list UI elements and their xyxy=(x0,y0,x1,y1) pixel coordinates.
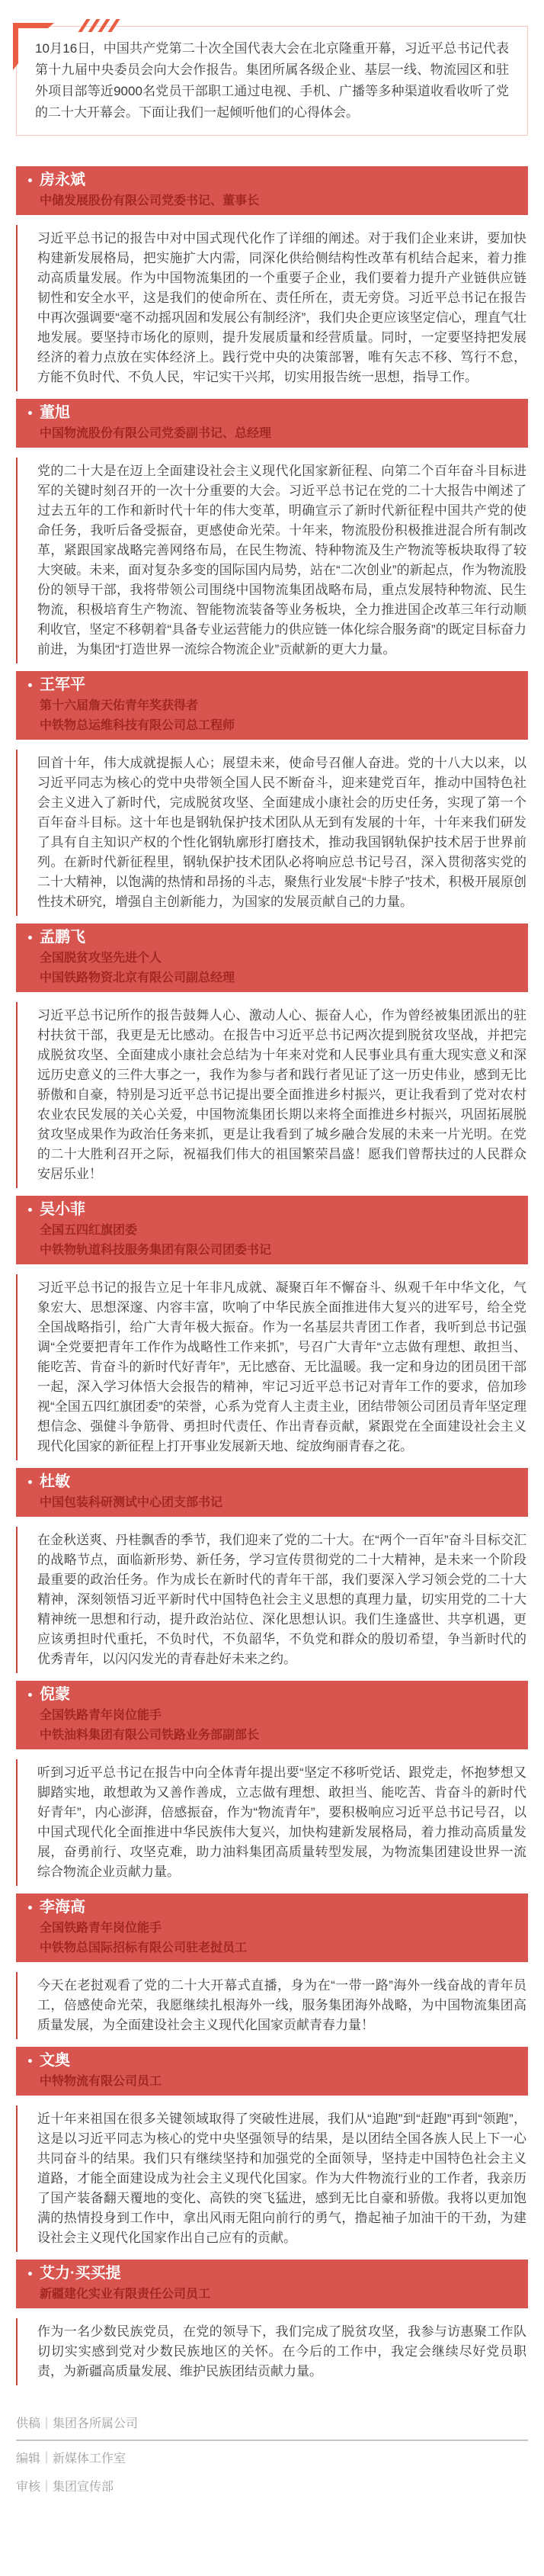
person-section xyxy=(16,1468,528,1673)
person-name: 艾力·买买提 xyxy=(40,2265,121,2282)
person-section xyxy=(16,1893,528,2039)
name-row xyxy=(28,403,514,422)
bullet-icon xyxy=(28,178,32,182)
name-row xyxy=(28,2264,514,2282)
person-section xyxy=(16,399,528,663)
bullet-icon xyxy=(28,2059,32,2063)
person-quote: 今天在老挝观看了党的二十大开幕式直播，身为在“一带一路”海外一线奋战的青年员工，倍感使命光荣，我愿继续扎根海外一线，服务集团海外战略，为中国物流集团高质量发展，为全面建设社会主义现代化国家贡献青春力量！ xyxy=(16,1972,528,2039)
person-section xyxy=(16,166,528,391)
intro-box xyxy=(16,26,528,136)
person-quote: 听到习近平总书记在报告中向全体青年提出要“坚定不移听党话、跟党走，怀抱梦想又脚踏实地，敢想敢为又善作善成，立志做有理想、敢担当、能吃苦、肯奋斗的新时代好青年”，内心澎湃，倍感振奋，作为“物流青年”，要积极响应习近平总书记号召，以中国式现代化全面推进中华民族伟大复兴，加快构建新发展格局，着力推动高质量发展，奋勇前行、攻坚克难，助力油料集团高质量转型发展，为物流集团建设世界一流综合物流企业贡献力量。 xyxy=(16,1759,528,1886)
person-section xyxy=(16,1681,528,1886)
person-name: 文奥 xyxy=(40,2052,70,2069)
person-quote: 习近平总书记的报告立足十年非凡成就、凝聚百年不懈奋斗、纵观千年中华文化，气象宏大、思想深邃、内容丰富，吹响了中华民族全面推进伟大复兴的进军号，给全党全国战略指引，给广大青年极大振奋。作为一名基层共青团工作者，我听到总书记强调“全党要把青年工作作为战略性工作来抓”，号召广大青年“立志做有理想、敢担当、能吃苦、肯奋斗的新时代好青年”，无比感奋、无比温暖。我一定和身边的团员团干部一起，深入学习体悟大会报告的精神，牢记习近平总书记对青年工作的要求，倍加珍视“全国五四红旗团委”的荣誉，心系为党育人主责主业，团结带领公司团员青年坚定理想信念、强健斗争筋骨、勇担时代责任、作出青春贡献，紧跟党在全面建设社会主义现代化国家的新征程上打开事业发展新天地、绽放绚丽青春之花。 xyxy=(16,1274,528,1460)
name-row xyxy=(28,1200,514,1219)
person-name: 王军平 xyxy=(40,676,85,693)
article-footer xyxy=(16,2416,528,2496)
person-section xyxy=(16,2260,528,2385)
bullet-icon xyxy=(28,1480,32,1484)
person-name: 房永斌 xyxy=(40,172,85,188)
person-name: 李海高 xyxy=(40,1899,85,1916)
person-quote: 习近平总书记所作的报告鼓舞人心、激动人心、振奋人心，作为曾经被集团派出的驻村扶贫干部，我更是无比感动。在报告中习近平总书记两次提到脱贫攻坚战，并把完成脱贫攻坚、全面建成小康社会总结为十年来对党和人民事业具有重大现实意义和深远历史意义的三件大事之一，我作为参与者和践行者见证了这一历史伟业，感到无比骄傲和自豪，特别是习近平总书记提出要全面推进乡村振兴，更让我看到了党对农村农业农民发展的关心关爱，中国物流集团长期以来将全面推进乡村振兴，巩固拓展脱贫攻坚成果作为政治任务来抓，更是让我看到了城乡融合发展的未来一片光明。在党的二十大胜利召开之际，祝福我们伟大的祖国繁荣昌盛！愿我们曾帮扶过的人民群众安居乐业！ xyxy=(16,1002,528,1188)
slash-decoration-icon xyxy=(107,19,120,32)
person-title: 中国包装科研测试中心团支部书记 xyxy=(40,1496,223,1509)
person-quote: 回首十年，伟大成就提振人心；展望未来，使命号召催人奋进。党的十八大以来，以习近平同志为核心的党中央带领全国人民不断奋斗，迎来建党百年，推动中国特色社会主义进入了新时代，完成脱贫攻坚、全面建成小康社会的历史任务，实现了第一个百年奋斗目标。这十年也是钢轨保护技术团队从无到有发展的十年，十年来我们研发了具有自主知识产权的个性化钢轨廓形打磨技术，推动我国钢轨保护技术居于世界前列。在新时代新征程里，钢轨保护技术团队必将响应总书记号召，深入贯彻落实党的二十大精神，以饱满的热情和昂扬的斗志，聚焦行业发展“卡脖子”技术，积极开展原创性技术研究，增强自主创新能力，为国家的发展贡献自己的力量。 xyxy=(16,750,528,916)
person-header xyxy=(16,2260,528,2308)
person-header xyxy=(16,923,528,992)
person-header xyxy=(16,1468,528,1517)
name-row xyxy=(28,928,514,946)
person-section xyxy=(16,1196,528,1460)
person-section xyxy=(16,671,528,916)
footer-divider xyxy=(16,2439,528,2441)
person-name: 孟鹏飞 xyxy=(40,929,85,946)
name-row xyxy=(28,676,514,694)
person-title: 全国铁路青年岗位能手 xyxy=(40,1709,162,1722)
person-header xyxy=(16,2047,528,2096)
person-section xyxy=(16,2047,528,2252)
name-row xyxy=(28,2051,514,2070)
name-row xyxy=(28,1473,514,1491)
person-title: 中特物流有限公司员工 xyxy=(40,2075,162,2088)
person-title: 全国铁路青年岗位能手 xyxy=(40,1922,162,1935)
person-title: 中国物流股份有限公司党委副书记、总经理 xyxy=(40,427,272,440)
person-header xyxy=(16,399,528,448)
person-title: 新疆建化实业有限责任公司员工 xyxy=(40,2288,211,2301)
footer-reviewer: 审核｜集团宣传部 xyxy=(16,2481,114,2494)
corner-decoration-icon xyxy=(13,23,54,28)
person-quote: 近十年来祖国在很多关键领域取得了突破性进展，我们从“追跑”到“赶跑”再到“领跑”，这是以习近平同志为核心的党中央坚强领导的结果，是以团结全国各族人民上下一心共同奋斗的结果。我们只有继续坚持和加强党的全面领导，坚持走中国特色社会主义道路，才能全面建设成为社会主义现代化国家。作为大件物流行业的工作者，我亲历了国产装备翻天覆地的变化、高铁的突飞猛进，感到无比自豪和骄傲。我将以更加饱满的热情投身到工作中，拿出风雨无阻向前行的勇气，撸起袖子加油干的干劲，为建设社会主义现代化国家作出自己应有的贡献。 xyxy=(16,2105,528,2252)
person-title: 全国脱贫攻坚先进个人 xyxy=(40,952,162,965)
bullet-icon xyxy=(28,1208,32,1212)
person-title: 中国铁路物资北京有限公司副总经理 xyxy=(40,972,235,984)
person-name: 吴小菲 xyxy=(40,1201,85,1218)
name-row xyxy=(28,1898,514,1916)
bullet-icon xyxy=(28,1906,32,1910)
bullet-icon xyxy=(28,936,32,940)
person-header xyxy=(16,1681,528,1749)
name-row xyxy=(28,1685,514,1704)
footer-contributor: 供稿｜集团各所属公司 xyxy=(16,2417,139,2430)
person-header xyxy=(16,671,528,740)
person-section xyxy=(16,923,528,1188)
person-header xyxy=(16,1196,528,1264)
intro-text: 10月16日，中国共产党第二十次全国代表大会在北京隆重开幕，习近平总书记代表第十九届中央委员会向大会作报告。集团所属各级企业、基层一线、物流园区和驻外项目部等近9000名党员干部职工通过电视、手机、广播等多种渠道收看收听了党的二十大开幕会。下面让我们一起倾听他们的心得体会。 xyxy=(35,41,509,120)
person-name: 倪蒙 xyxy=(40,1686,70,1703)
person-quote: 在金秋送爽、丹桂飘香的季节，我们迎来了党的二十大。在“两个一百年”奋斗目标交汇的战略节点，面临新形势、新任务，学习宣传贯彻党的二十大精神，是未来一个阶段最重要的政治任务。作为成长在新时代的青年干部，我们要深入学习领会党的二十大精神，深刻领悟习近平新时代中国特色社会主义思想的真理力量，切实用党的二十大精神统一思想和行动，提升政治站位、深化思想认识。我们生逢盛世、共享机遇，更应该勇担时代重托，不负时代，不负韶华，不负党和群众的殷切希望，争当新时代的优秀青年，以闪闪发光的青春赴好未来之约。 xyxy=(16,1527,528,1673)
bullet-icon xyxy=(28,683,32,687)
person-quote: 习近平总书记的报告中对中国式现代化作了详细的阐述。对于我们企业来讲，要加快构建新发展格局，把实施扩大内需，同深化供给侧结构性改革有机结合起来，着力推动高质量发展。作为中国物流集团的一个重要子企业，我们要着力提升产业链供应链韧性和安全水平，这是我们的使命所在、责任所在，责无旁贷。习近平总书记在报告中再次强调要“毫不动摇巩固和发展公有制经济”，我们央企更应该坚定信心，理直气壮地发展。要坚持市场化的原则，提升发展质量和经营质量。同时，一定要坚持把发展经济的着力点放在实体经济上。践行党中央的决策部署，唯有矢志不移、笃行不怠，方能不负时代、不负人民，牢记实干兴邦，切实用报告统一思想，指导工作。 xyxy=(16,225,528,391)
bullet-icon xyxy=(28,1693,32,1697)
person-name: 杜敏 xyxy=(40,1473,70,1490)
person-title: 第十六届詹天佑青年奖获得者 xyxy=(40,699,199,712)
person-header xyxy=(16,166,528,215)
person-title: 中铁物轨道科技服务集团有限公司团委书记 xyxy=(40,1244,272,1257)
person-name: 董旭 xyxy=(40,404,70,421)
name-row xyxy=(28,171,514,189)
footer-editor: 编辑｜新媒体工作室 xyxy=(16,2452,126,2465)
person-header xyxy=(16,1893,528,1962)
person-title: 中铁物总运维科技有限公司总工程师 xyxy=(40,719,235,732)
bullet-icon xyxy=(28,2272,32,2276)
person-quote: 党的二十大是在迈上全面建设社会主义现代化国家新征程、向第二个百年奋斗目标进军的关键时刻召开的一次十分重要的大会。习近平总书记在党的二十大报告中阐述了过去五年的工作和新时代十年的伟大变革，明确宣示了新时代新征程中国共产党的使命任务，我听后备受振奋，更感使命光荣。十年来，物流股份积极推进混合所有制改革，紧跟国家战略完善网络布局，在民生物流、特种物流及生产物流等板块取得了较大突破。未来，面对复杂多变的国际国内局势，站在“二次创业”的新起点，作为物流股份的领导干部，我将带领公司围绕中国物流集团战略布局，重点发展特种物流、民生物流，积极培育生产物流、智能物流装备等业务板块，全力推进国企改革三年行动顺利收官，坚定不移朝着“具备专业运营能力的供应链一体化综合服务商”的既定目标奋力前进，为集团“打造世界一流综合物流企业”贡献新的更大力量。 xyxy=(16,458,528,663)
person-title: 全国五四红旗团委 xyxy=(40,1224,138,1237)
person-title: 中铁油料集团有限公司铁路业务部副部长 xyxy=(40,1729,260,1742)
person-title: 中储发展股份有限公司党委书记、董事长 xyxy=(40,194,260,207)
corner-decoration-icon xyxy=(13,23,18,70)
person-title: 中铁物总国际招标有限公司驻老挝员工 xyxy=(40,1942,248,1954)
bullet-icon xyxy=(28,411,32,415)
person-quote: 作为一名少数民族党员，在党的领导下，我们完成了脱贫攻坚，我参与访惠聚工作队切切实实感到党对少数民族地区的关怀。在今后的工作中，我定会继续尽好党员职责，为新疆高质量发展、维护民族团结贡献力量。 xyxy=(16,2318,528,2385)
